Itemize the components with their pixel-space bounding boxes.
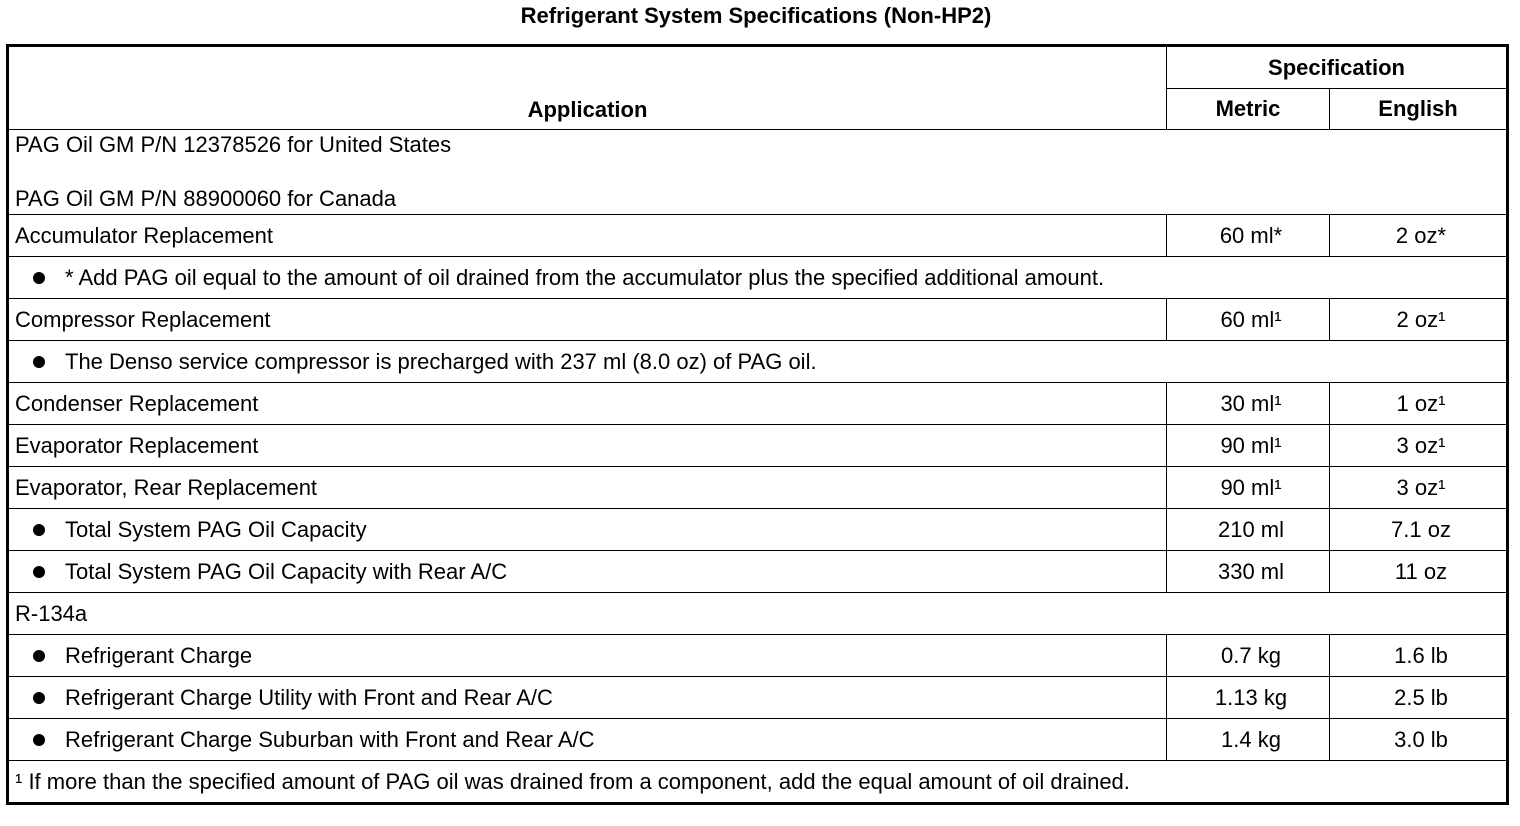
- note-text: The Denso service compressor is precharged with 237 ml (8.0 oz) of PAG oil.: [65, 349, 817, 374]
- row-metric: 0.7 kg: [1167, 635, 1330, 677]
- row-note: [8, 257, 1508, 299]
- row-english: 1 oz¹: [1330, 383, 1508, 425]
- row-english: 2.5 lb: [1330, 677, 1508, 719]
- table-row: [8, 635, 1508, 677]
- row-metric: 30 ml¹: [1167, 383, 1330, 425]
- row-english: 3.0 lb: [1330, 719, 1508, 761]
- row-label-text: Total System PAG Oil Capacity: [65, 517, 367, 542]
- row-label: Compressor Replacement: [8, 299, 1167, 341]
- row-label: Evaporator Replacement: [8, 425, 1167, 467]
- row-label-text: Total System PAG Oil Capacity with Rear A/C: [65, 559, 508, 584]
- pag-oil-cell: [8, 130, 1508, 215]
- bullet-icon: [33, 734, 45, 746]
- row-metric: 90 ml¹: [1167, 467, 1330, 509]
- table-row: [8, 215, 1508, 257]
- row-metric: 1.4 kg: [1167, 719, 1330, 761]
- table-row: [8, 299, 1508, 341]
- table-row: [8, 383, 1508, 425]
- table-row: [8, 551, 1508, 593]
- footnote: ¹ If more than the specified amount of PAG oil was drained from a component, add the equal amount of oil drained.: [8, 761, 1508, 804]
- row-metric: 1.13 kg: [1167, 677, 1330, 719]
- row-metric: 210 ml: [1167, 509, 1330, 551]
- bullet-icon: [33, 524, 45, 536]
- table-row: [8, 425, 1508, 467]
- table-row: [8, 467, 1508, 509]
- table-row: [8, 130, 1508, 215]
- row-label: Evaporator, Rear Replacement: [8, 467, 1167, 509]
- row-label: Condenser Replacement: [8, 383, 1167, 425]
- row-label: [8, 551, 1167, 593]
- header-application: Application: [8, 46, 1167, 130]
- table-row: [8, 719, 1508, 761]
- table-row: [8, 761, 1508, 804]
- row-label: [8, 635, 1167, 677]
- row-metric: 60 ml¹: [1167, 299, 1330, 341]
- row-english: 2 oz¹: [1330, 299, 1508, 341]
- header-metric: Metric: [1167, 89, 1330, 130]
- bullet-icon: [33, 650, 45, 662]
- table-row: [8, 257, 1508, 299]
- row-english: 11 oz: [1330, 551, 1508, 593]
- row-english: 3 oz¹: [1330, 425, 1508, 467]
- bullet-icon: [33, 356, 45, 368]
- row-english: 7.1 oz: [1330, 509, 1508, 551]
- row-label-text: Refrigerant Charge: [65, 643, 253, 668]
- row-metric: 60 ml*: [1167, 215, 1330, 257]
- row-metric: 330 ml: [1167, 551, 1330, 593]
- row-english: 1.6 lb: [1330, 635, 1508, 677]
- row-label-text: Refrigerant Charge Suburban with Front and Rear A/C: [65, 727, 595, 752]
- row-metric: 90 ml¹: [1167, 425, 1330, 467]
- header-english: English: [1330, 89, 1508, 130]
- table-row: [8, 509, 1508, 551]
- row-label: [8, 719, 1167, 761]
- row-note: [8, 341, 1508, 383]
- bullet-icon: [33, 692, 45, 704]
- note-text: * Add PAG oil equal to the amount of oil drained from the accumulator plus the specified additional amount.: [65, 265, 1105, 290]
- spec-table: [6, 44, 1509, 805]
- row-label: [8, 509, 1167, 551]
- header-specification: Specification: [1167, 46, 1508, 89]
- pag-oil-us: PAG Oil GM P/N 12378526 for United States: [15, 132, 452, 157]
- page-title: Refrigerant System Specifications (Non-HP2): [520, 3, 992, 28]
- table-row: [8, 341, 1508, 383]
- row-english: 3 oz¹: [1330, 467, 1508, 509]
- bullet-icon: [33, 272, 45, 284]
- pag-oil-canada: PAG Oil GM P/N 88900060 for Canada: [15, 186, 397, 211]
- row-label: Accumulator Replacement: [8, 215, 1167, 257]
- row-label-text: Refrigerant Charge Utility with Front and Rear A/C: [65, 685, 553, 710]
- bullet-icon: [33, 566, 45, 578]
- row-label: [8, 677, 1167, 719]
- table-row: [8, 593, 1508, 635]
- refrigerant-heading: R-134a: [8, 593, 1508, 635]
- table-row: [8, 677, 1508, 719]
- row-english: 2 oz*: [1330, 215, 1508, 257]
